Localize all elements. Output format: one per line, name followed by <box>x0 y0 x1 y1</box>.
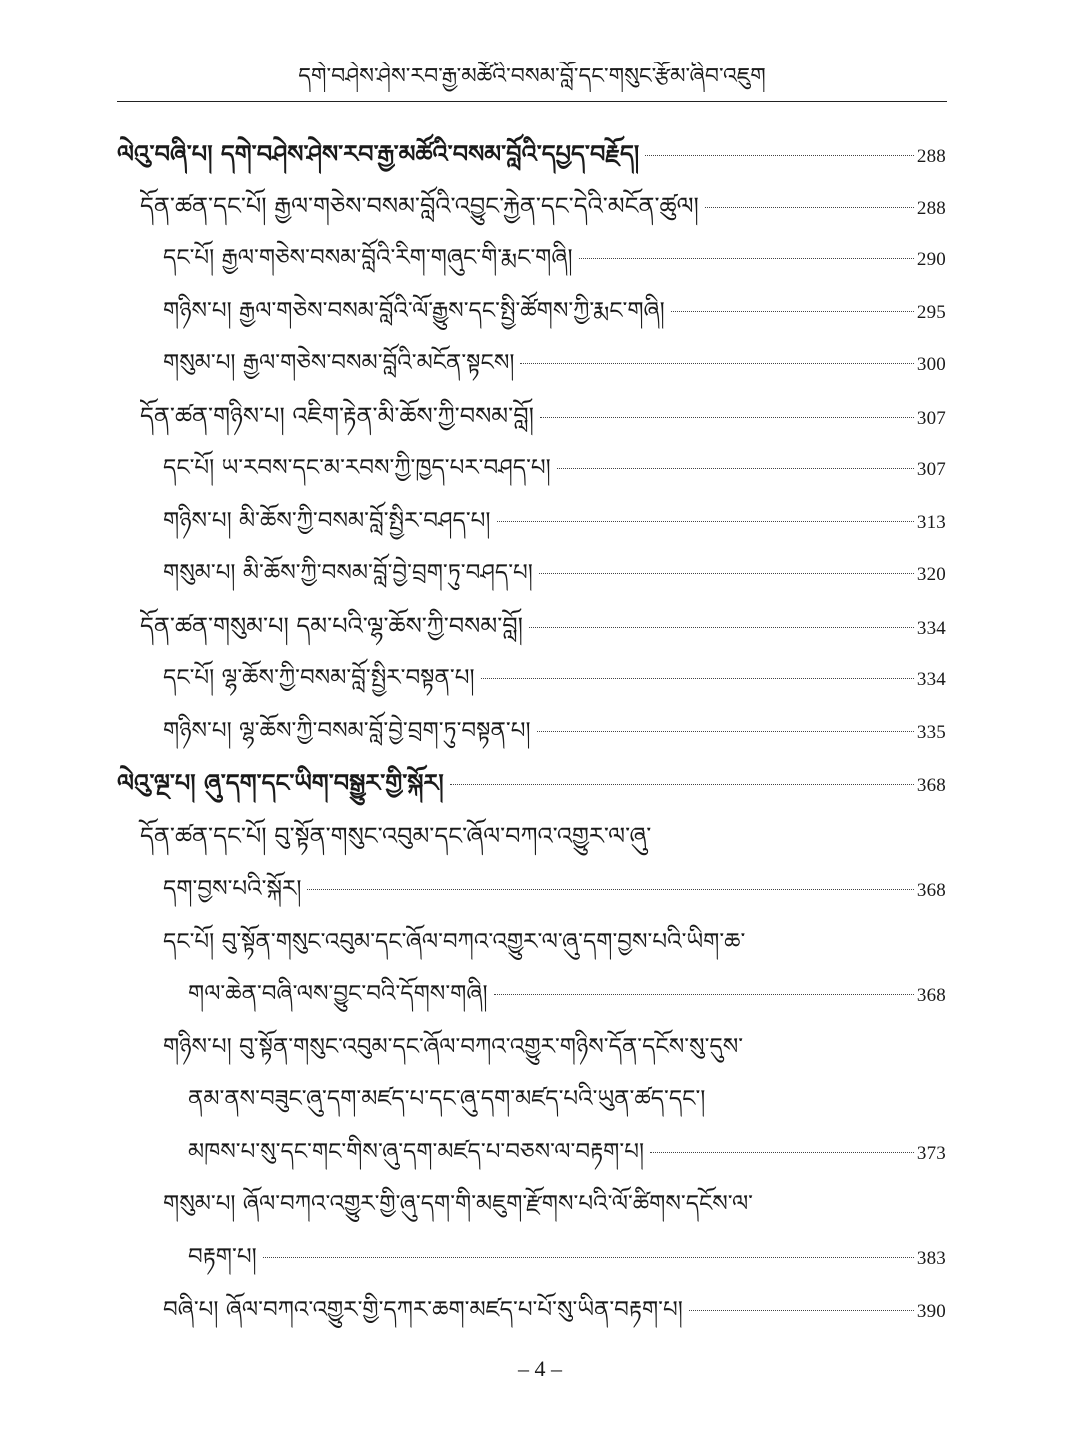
running-header: དགེ་བཤེས་ཤེས་རབ་རྒྱ་མཚོའི་བསམ་བློ་དང་གསུང་རྩོམ་ཞིབ་འཇུག <box>298 64 766 89</box>
dot-leader <box>494 994 914 995</box>
toc-entry-section[interactable] <box>140 600 946 638</box>
toc-entry-subsection[interactable] <box>163 547 946 585</box>
toc-entry-section[interactable] <box>140 180 946 218</box>
toc-entry-page: 390 <box>916 1301 946 1322</box>
toc-entry-subsection-line2[interactable] <box>188 1073 705 1111</box>
dot-leader <box>537 731 914 732</box>
toc-entry-subsection[interactable] <box>163 337 946 375</box>
toc-entry-section-line1[interactable] <box>140 810 651 848</box>
toc-entry-page: 373 <box>916 1143 946 1164</box>
toc-entry-page: 300 <box>916 354 946 375</box>
page-number: – 4 – <box>518 1356 562 1381</box>
toc-entry-title: ལེའུ་ལྔ་པ། ཞུ་དག་དང་ཡིག་བསྒྱུར་གྱི་སྐོར། <box>117 768 444 797</box>
toc-entry-subsection[interactable] <box>163 495 946 533</box>
toc-entry-title-line3: མཁས་པ་སུ་དང་གང་གིས་ཞུ་དག་མཛད་པ་བཅས་ལ་བརྟག་པ། <box>188 1139 645 1165</box>
dot-leader <box>520 363 913 364</box>
toc-entry-page: 288 <box>916 146 946 167</box>
toc-entry-title-line1: གསུམ་པ། ཞོལ་བཀའ་འགྱུར་གྱི་ཞུ་དག་གི་མཇུག་རྫོགས་པའི་ལོ་ཚིགས་དངོས་ལ་ <box>163 1191 754 1217</box>
dot-leader <box>671 311 914 312</box>
toc-entry-page: 368 <box>916 880 946 901</box>
dot-leader <box>705 207 914 208</box>
dot-leader <box>557 468 914 469</box>
toc-entry-page: 334 <box>916 669 946 690</box>
toc-entry-title-line1: དང་པོ། བུ་སྟོན་གསུང་འབུམ་དང་ཞོལ་བཀའ་འགྱུར་ལ་ཞུ་དག་བྱས་པའི་ཡིག་ཆ་ <box>163 929 746 955</box>
dot-leader <box>481 678 914 679</box>
dot-leader <box>497 521 914 522</box>
toc-entry-title: ལེའུ་བཞི་པ། དགེ་བཤེས་ཤེས་རབ་རྒྱ་མཚོའི་བསམ་བློའི་དཔྱད་བརྗོད། <box>117 139 640 168</box>
dot-leader <box>540 417 914 418</box>
toc-entry-title-line2: ནམ་ནས་བཟུང་ཞུ་དག་མཛད་པ་དང་ཞུ་དག་མཛད་པའི་ཡུན་ཚད་དང་། <box>188 1086 706 1112</box>
toc-entry-page: 383 <box>916 1248 946 1269</box>
dot-leader <box>689 1310 914 1311</box>
toc-entry-title: དོན་ཚན་གསུམ་པ། དམ་པའི་ལྷ་ཆོས་ཀྱི་བསམ་བློ། <box>140 612 523 640</box>
toc-entry-page: 313 <box>916 512 946 533</box>
toc-entry-page: 335 <box>916 722 946 743</box>
toc-entry-page: 334 <box>916 618 946 639</box>
toc-entry-page: 295 <box>916 302 946 323</box>
toc-entry-title: དང་པོ། རྒྱལ་གཅེས་བསམ་བློའི་རིག་གཞུང་གི་རྨང་གཞི། <box>163 245 573 271</box>
dot-leader <box>579 258 914 259</box>
toc-entry-subsection[interactable] <box>163 705 946 743</box>
toc-entry-title-line1: གཉིས་པ། བུ་སྟོན་གསུང་འབུམ་དང་ཞོལ་བཀའ་འགྱུར་གཉིས་དོན་དངོས་སུ་དུས་ <box>163 1034 744 1060</box>
toc-entry-title: གཉིས་པ། མི་ཆོས་ཀྱི་བསམ་བློ་སྤྱིར་བཤད་པ། <box>163 508 491 534</box>
toc-entry-section[interactable] <box>140 390 946 428</box>
dot-leader <box>263 1257 914 1258</box>
toc-entry-section-line2[interactable] <box>163 863 946 901</box>
dot-leader <box>307 889 913 890</box>
toc-entry-page: 320 <box>916 564 946 585</box>
toc-entry-title: གཉིས་པ། རྒྱལ་གཅེས་བསམ་བློའི་ལོ་རྒྱུས་དང་སྤྱི་ཚོགས་ཀྱི་རྨང་གཞི། <box>163 298 665 324</box>
toc-entry-title-line2: བརྟག་པ། <box>188 1244 257 1270</box>
header-divider <box>117 101 947 102</box>
toc-entry-title-line1: དོན་ཚན་དང་པོ། བུ་སྟོན་གསུང་འབུམ་དང་ཞོལ་བཀའ་འགྱུར་ལ་ཞུ་ <box>140 822 652 850</box>
toc-entry-title: དང་པོ། ཡ་རབས་དང་མ་རབས་ཀྱི་ཁྱད་པར་བཤད་པ། <box>163 455 551 481</box>
dot-leader <box>529 627 914 628</box>
toc-entry-subsection-line1[interactable] <box>163 1021 743 1059</box>
toc-entry-title: གསུམ་པ། རྒྱལ་གཅེས་བསམ་བློའི་མངོན་སྟངས། <box>163 350 515 376</box>
toc-entry-subsection-line3[interactable] <box>188 1126 946 1164</box>
toc-entry-page: 290 <box>916 249 946 270</box>
toc-entry-page: 307 <box>916 408 946 429</box>
toc-entry-page: 307 <box>916 459 946 480</box>
toc-entry-subsection-line1[interactable] <box>163 916 745 954</box>
dot-leader <box>645 155 914 156</box>
toc-entry-subsection[interactable] <box>163 652 946 690</box>
toc-entry-subsection[interactable] <box>163 232 946 270</box>
toc-entry-subsection-line1[interactable] <box>163 1178 753 1216</box>
toc-entry-subsection-line2[interactable] <box>188 968 946 1006</box>
toc-entry-subsection[interactable] <box>163 442 946 480</box>
toc-entry-chapter-4[interactable] <box>117 128 946 166</box>
toc-entry-page: 288 <box>916 198 946 219</box>
toc-entry-title-line2: གལ་ཆེན་བཞི་ལས་བྱུང་བའི་དོགས་གཞི། <box>188 981 488 1007</box>
dot-leader <box>650 1152 914 1153</box>
toc-entry-title: གསུམ་པ། མི་ཆོས་ཀྱི་བསམ་བློ་བྱེ་བྲག་ཏུ་བཤད་པ། <box>163 560 533 586</box>
toc-entry-title: བཞི་པ། ཞོལ་བཀའ་འགྱུར་གྱི་དཀར་ཆག་མཛད་པ་པོ་སུ་ཡིན་བརྟག་པ། <box>163 1297 683 1323</box>
toc-entry-title-line2: དག་བྱས་པའི་སྐོར། <box>163 876 302 902</box>
toc-entry-page: 368 <box>916 985 946 1006</box>
toc-entry-subsection[interactable] <box>163 285 946 323</box>
toc-entry-subsection-line2[interactable] <box>188 1231 946 1269</box>
toc-entry-title: དོན་ཚན་གཉིས་པ། འཇིག་རྟེན་མི་ཆོས་ཀྱི་བསམ་བློ། <box>140 402 534 430</box>
toc-entry-title: གཉིས་པ། ལྷ་ཆོས་ཀྱི་བསམ་བློ་བྱེ་བྲག་ཏུ་བསྟན་པ། <box>163 718 531 744</box>
dot-leader <box>450 784 914 785</box>
toc-entry-title: དང་པོ། ལྷ་ཆོས་ཀྱི་བསམ་བློ་སྤྱིར་བསྟན་པ། <box>163 665 475 691</box>
toc-entry-page: 368 <box>916 775 946 796</box>
toc-entry-title: དོན་ཚན་དང་པོ། རྒྱལ་གཅེས་བསམ་བློའི་འབྱུང་རྐྱེན་དང་དེའི་མངོན་ཚུལ། <box>140 192 699 220</box>
toc-entry-chapter-5[interactable] <box>117 757 946 795</box>
toc-entry-subsection[interactable] <box>163 1284 946 1322</box>
dot-leader <box>539 573 914 574</box>
